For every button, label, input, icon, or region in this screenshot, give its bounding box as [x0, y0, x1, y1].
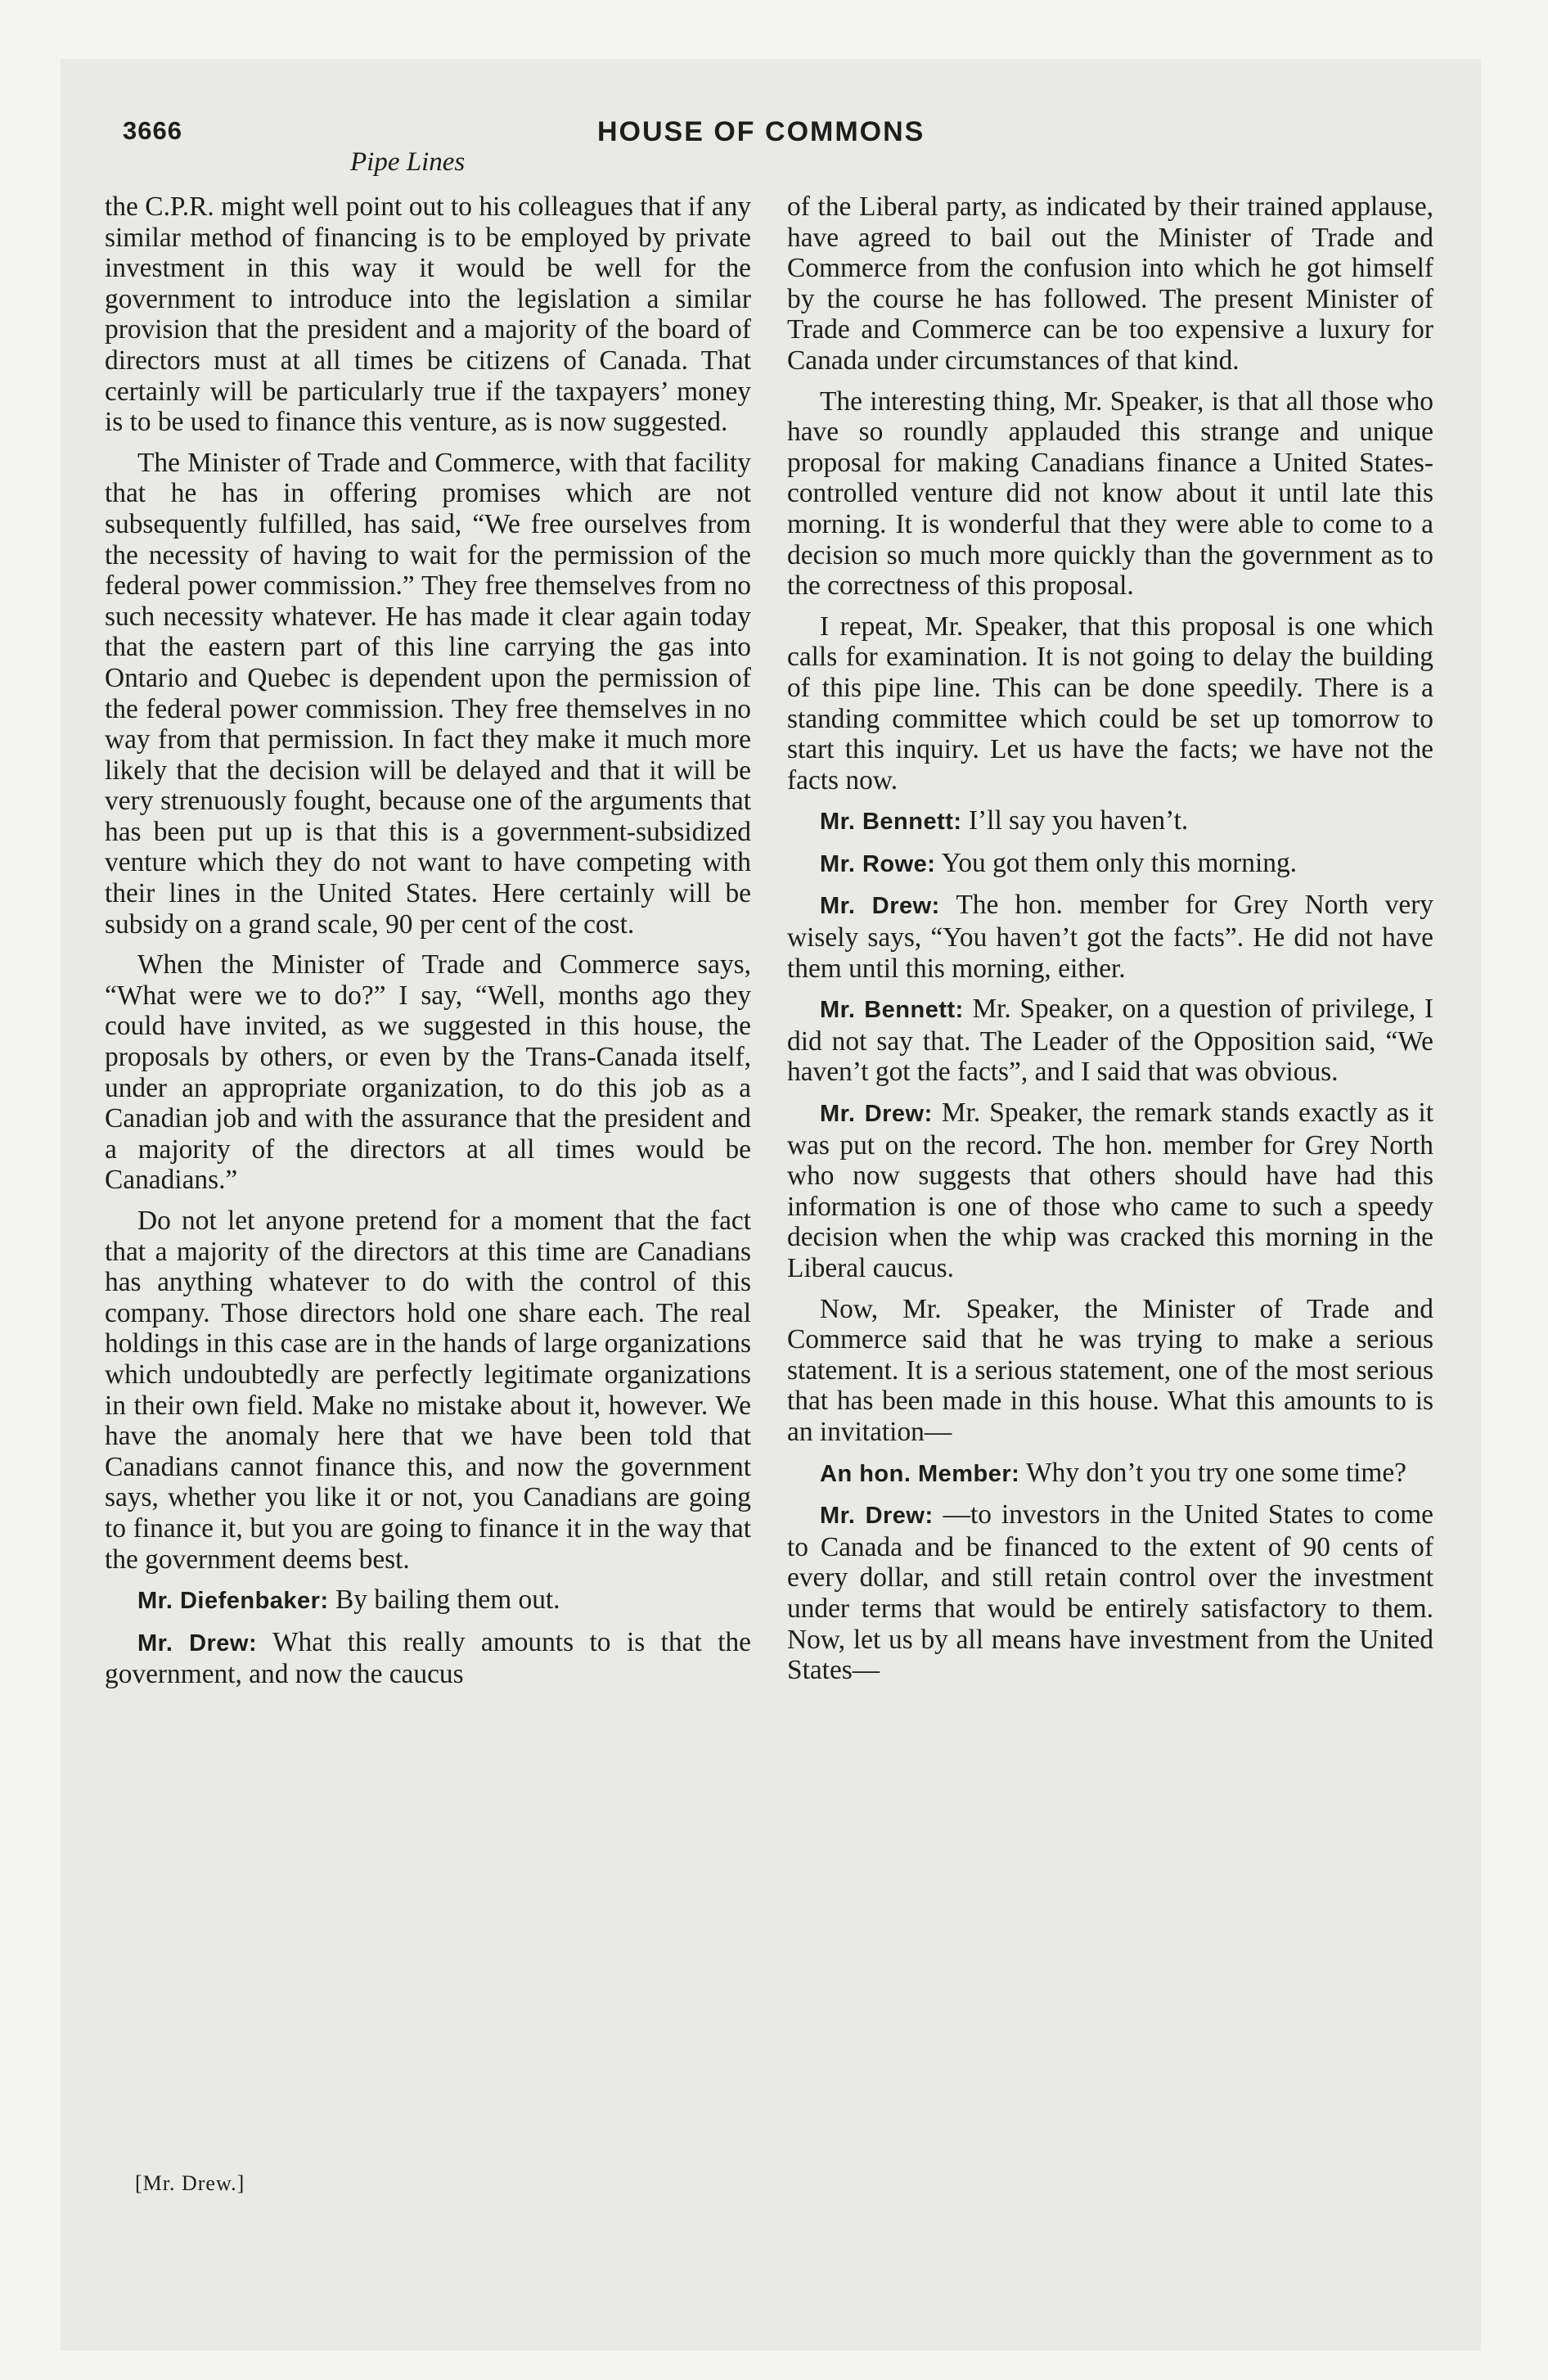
- speech: [105, 1627, 751, 1690]
- speech-text: Why don’t you try one some time?: [1026, 1457, 1407, 1488]
- speaker-name: Mr. Drew:: [820, 893, 940, 920]
- speech-text: —to investors in the United States to come to Canada and be financed to the extent of 90 cents of every dollar, and still retain control over the investment under terms that would be entirely satisfactory to them. Now, let us by all means have investment from the United States—: [787, 1499, 1433, 1686]
- speaker-name: Mr. Bennett:: [820, 809, 962, 836]
- paragraph: Now, Mr. Speaker, the Minister of Trade and Commerce said that he was trying to make a serious statement. It is a serious statement, one of the most serious that has been made in this house. What this amounts to is an invitation—: [787, 1293, 1433, 1447]
- speech-text: Mr. Speaker, the remark stands exactly as it was put on the record. The hon. member for Grey North who now suggests that others should have had this information is one of those who came to such a speedy decision when the whip was cracked this morning in the Liberal caucus.: [787, 1098, 1434, 1283]
- speaker-name: Mr. Bennett:: [820, 997, 964, 1024]
- speech: [787, 994, 1433, 1088]
- speech-text: The hon. member for Grey North very wisely says, “You haven’t got the facts”. He did not have them until this morning, either.: [787, 890, 1434, 984]
- speaker-name: Mr. Drew:: [137, 1629, 258, 1657]
- speech: [787, 1499, 1433, 1686]
- section-heading: Pipe Lines: [350, 147, 466, 177]
- speech-text: You got them only this morning.: [941, 847, 1298, 878]
- speaker-footnote: [Mr. Drew.]: [135, 2171, 245, 2195]
- speech: [787, 1098, 1433, 1284]
- left-column: [105, 192, 751, 1700]
- paragraph: The interesting thing, Mr. Speaker, is that all those who have so roundly applauded this strange and unique proposal for making Canadians finance a United States-controlled venture did not know about it until late this morning. It is wonderful that they were able to come to a decision so much more quickly than the government as to the correctness of this proposal.: [787, 385, 1433, 602]
- right-column: [787, 192, 1433, 1696]
- paragraph: Do not let anyone pretend for a moment that the fact that a majority of the directors at this time are Canadians has anything whatever to do with the control of this company. Those directors hold one share each. The real holdings in this case are in the hands of large organizations which undoubtedly are perfectly legitimate organizations in their own field. Make no mistake about it, however. We have the anomaly here that we have been told that Canadians cannot finance this, and now the government says, whether you like it or not, you Canadians are going to finance it, but you are going to finance it in the way that the government deems best.: [105, 1206, 751, 1575]
- speech: [787, 890, 1433, 984]
- speaker-name: Mr. Drew:: [820, 1101, 933, 1128]
- speech: [787, 805, 1433, 838]
- speech: [105, 1584, 751, 1617]
- speaker-name: Mr. Rowe:: [820, 850, 936, 877]
- page-number: 3666: [123, 116, 182, 145]
- paragraph: When the Minister of Trade and Commerce says, “What were we to do?” I say, “Well, months ago they could have invited, as we suggested in this house, the proposals by others, or even by the Trans-Canada itself, under an appropriate organization, to do this job as a Canadian job and with the assurance that the president and a majority of the directors at all times would be Canadians.”: [105, 949, 751, 1196]
- speech-text: Mr. Speaker, on a question of privilege, I did not say that. The Leader of the Opposition said, “We haven’t got the facts”, and I said that was obvious.: [787, 994, 1433, 1088]
- speaker-name: Mr. Diefenbaker:: [137, 1588, 329, 1615]
- paragraph: the C.P.R. might well point out to his colleagues that if any similar method of financing is to be employed by private investment in this way it would be well for the government to introduce into the legislation a similar provision that the president and a majority of the board of directors must at all times be citizens of Canada. That certainly will be particularly true if the taxpayers’ money is to be used to finance this venture, as is now suggested.: [105, 192, 751, 438]
- page-title: HOUSE OF COMMONS: [597, 116, 925, 147]
- page-header: [123, 116, 1425, 156]
- speech: [787, 1458, 1433, 1490]
- paragraph: I repeat, Mr. Speaker, that this proposal is one which calls for examination. It is not going to delay the building of this pipe line. This can be done speedily. There is a standing committee which could be set up tomorrow to start this inquiry. Let us have the facts; we have not the facts now.: [787, 611, 1433, 796]
- speaker-name: Mr. Drew:: [820, 1503, 934, 1530]
- paragraph: The Minister of Trade and Commerce, with that facility that he has in offering promises which are not subsequently fulfilled, has said, “We free ourselves from the necessity of having to wait for the permission of the federal power commission.” They free themselves from no such necessity whatever. He has made it clear again today that the eastern part of this line carrying the gas into Ontario and Quebec is dependent upon the permission of the federal power commission. They free themselves in no way from that permission. In fact they make it much more likely that the decision will be delayed and that it will be very strenuously fought, because one of the arguments that has been put up is that this is a government-subsidized venture which they do not want to have competing with their lines in the United States. Here certainly will be subsidy on a grand scale, 90 per cent of the cost.: [105, 447, 751, 940]
- speaker-name: An hon. Member:: [820, 1460, 1020, 1487]
- speech-text: What this really amounts to is that the government, and now the caucus: [105, 1626, 751, 1690]
- speech-text: I’ll say you haven’t.: [968, 805, 1189, 836]
- speech: [787, 848, 1433, 881]
- speech-text: By bailing them out.: [335, 1584, 560, 1616]
- paragraph: of the Liberal party, as indicated by their trained applause, have agreed to bail out the Minister of Trade and Commerce from the confusion into which he got himself by the course he has followed. The present Minister of Trade and Commerce can be too expensive a luxury for Canada under circumstances of that kind.: [787, 192, 1433, 376]
